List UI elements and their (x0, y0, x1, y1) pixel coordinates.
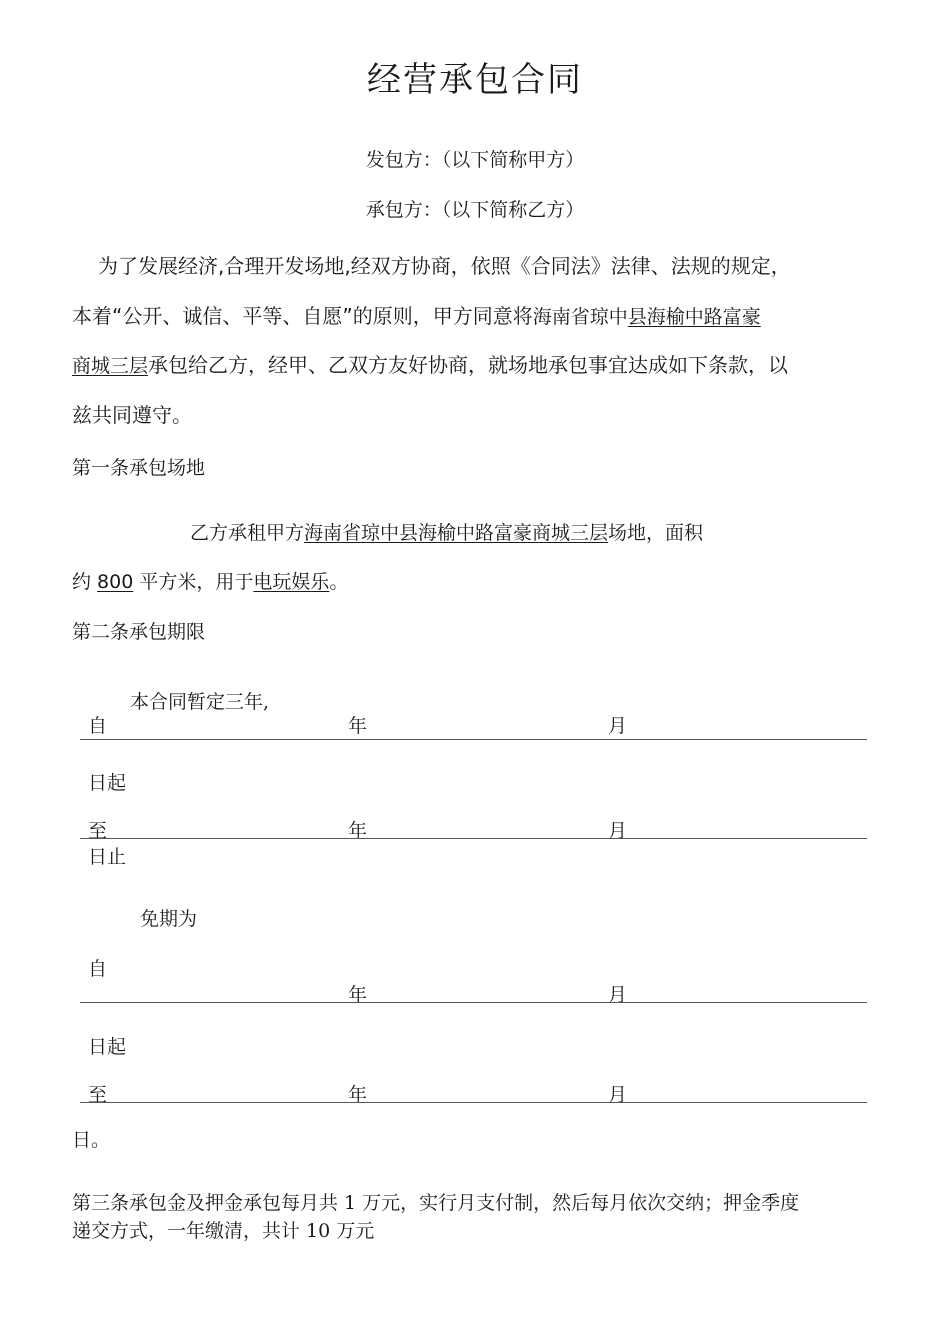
fill-line (80, 838, 867, 839)
year-label: 年 (348, 1084, 368, 1106)
intro-text: 本着“公开、诚信、平等、自愿”的原则，甲方同意将 (72, 304, 533, 328)
article-2-heading: 第二条承包期限 (72, 621, 206, 643)
free-period-label: 免期为 (140, 908, 198, 930)
month-label: 月 (608, 820, 628, 842)
article-3-line-1: 第三条承包金及押金承包每月共 1 万元，实行月支付制，然后每月依次交纳；押金季度 (72, 1192, 800, 1214)
fill-line (80, 739, 867, 740)
article-1-line-1 (190, 518, 703, 545)
year-label: 年 (348, 715, 368, 737)
intro-line-1: 为了发展经济,合理开发场地,经双方协商，依照《合同法》法律、法规的规定， (98, 254, 791, 278)
day-end-label: 日止 (88, 846, 127, 868)
article-1-text: 场地，面积 (608, 522, 704, 544)
from-label: 自 (88, 958, 108, 980)
month-label: 月 (608, 1084, 628, 1106)
intro-line-4: 兹共同遵守。 (72, 403, 192, 427)
to-label: 至 (88, 1084, 108, 1106)
area-value: 800 (97, 571, 134, 593)
contract-title: 经营承包合同 (367, 60, 583, 100)
from-label: 自 (88, 715, 108, 737)
intro-line-3 (72, 349, 788, 378)
article-1-line-2 (72, 567, 348, 594)
fill-line (80, 1002, 867, 1003)
intro-text: 承包给乙方，经甲、乙双方友好协商，就场地承包事宜达成如下条款，以 (148, 353, 789, 377)
location-underlined: 商城三层 (72, 355, 149, 377)
location-underlined: 县海榆中路富豪 (627, 306, 761, 328)
fill-line (80, 1102, 867, 1103)
site-location: 海南省琼中县海榆中路富豪商城三层 (304, 522, 609, 544)
area-prefix: 约 (72, 571, 98, 593)
party-b-line: 承包方：（以下简称乙方） (365, 199, 585, 221)
year-label: 年 (348, 984, 368, 1006)
party-a-line: 发包方：（以下简称甲方） (365, 149, 585, 171)
month-label: 月 (608, 984, 628, 1006)
period: 。 (329, 571, 349, 593)
to-label: 至 (88, 820, 108, 842)
term-note: 本合同暂定三年, (130, 691, 270, 713)
area-suffix: 平方米，用于 (133, 571, 254, 593)
location-text: 海南省琼中 (532, 306, 628, 328)
intro-line-2 (72, 300, 761, 329)
day-final-label: 日。 (72, 1129, 111, 1151)
article-3-line-2: 递交方式，一年缴清，共计 10 万元 (72, 1220, 375, 1242)
month-label: 月 (608, 715, 628, 737)
year-label: 年 (348, 820, 368, 842)
article-1-text: 乙方承租甲方 (190, 522, 305, 544)
article-1-heading: 第一条承包场地 (72, 457, 206, 479)
day-start-label: 日起 (88, 1036, 127, 1058)
day-start-label: 日起 (88, 772, 127, 794)
usage-value: 电玩娱乐 (253, 571, 330, 593)
